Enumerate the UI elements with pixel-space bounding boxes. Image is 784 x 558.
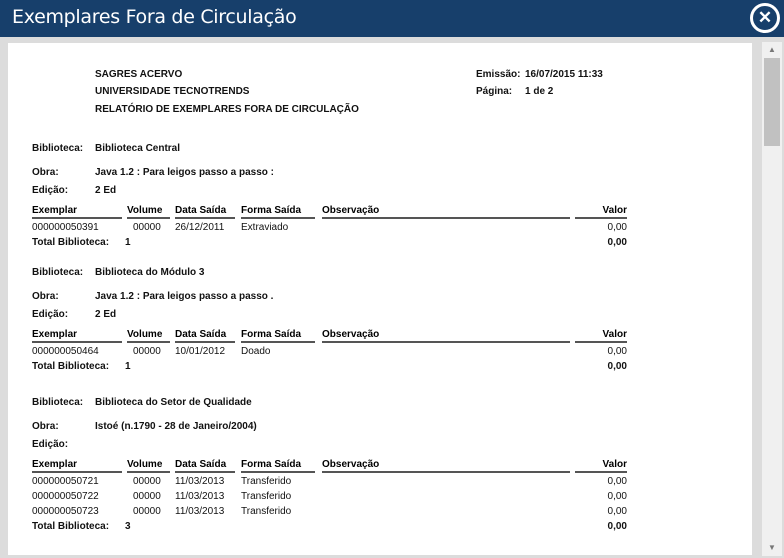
cell: 00000 bbox=[133, 222, 161, 233]
total-label: Total Biblioteca: bbox=[32, 361, 110, 372]
column-header: Volume bbox=[127, 329, 170, 343]
cell: 0,00 bbox=[607, 491, 627, 502]
cell: Extraviado bbox=[241, 222, 289, 233]
cell: 0,00 bbox=[607, 506, 627, 517]
column-header: Valor bbox=[575, 205, 627, 219]
cell: 000000050723 bbox=[32, 506, 99, 517]
total-count: 3 bbox=[125, 521, 131, 532]
cell: 11/03/2013 bbox=[175, 506, 225, 517]
biblioteca-value: Biblioteca do Setor de Qualidade bbox=[95, 397, 252, 408]
obra-label: Obra: bbox=[32, 291, 59, 302]
emissao-label: Emissão: bbox=[476, 69, 521, 80]
window-title: Exemplares Fora de Circulação bbox=[12, 6, 297, 28]
obra-label: Obra: bbox=[32, 167, 59, 178]
library-section bbox=[8, 397, 752, 537]
cell: 00000 bbox=[133, 506, 161, 517]
biblioteca-label: Biblioteca: bbox=[32, 397, 84, 408]
total-count: 1 bbox=[125, 237, 131, 248]
table-row bbox=[8, 491, 752, 505]
column-header: Valor bbox=[575, 329, 627, 343]
obra-label: Obra: bbox=[32, 421, 59, 432]
column-header: Forma Saída bbox=[241, 459, 315, 473]
column-header: Data Saída bbox=[175, 459, 235, 473]
cell: 000000050391 bbox=[32, 222, 99, 233]
cell: 0,00 bbox=[607, 222, 627, 233]
vertical-scrollbar[interactable] bbox=[762, 42, 782, 556]
column-header: Observação bbox=[322, 205, 570, 219]
total-value: 0,00 bbox=[607, 237, 627, 248]
obra-value: Java 1.2 : Para leigos passo a passo : bbox=[95, 167, 274, 178]
column-header: Data Saída bbox=[175, 329, 235, 343]
pagina-value: 1 de 2 bbox=[525, 86, 554, 97]
obra-value: Java 1.2 : Para leigos passo a passo . bbox=[95, 291, 274, 302]
cell: 00000 bbox=[133, 491, 161, 502]
total-label: Total Biblioteca: bbox=[32, 237, 110, 248]
report-page bbox=[8, 43, 752, 555]
column-header: Volume bbox=[127, 459, 170, 473]
edicao-label: Edição: bbox=[32, 185, 69, 196]
column-header: Exemplar bbox=[32, 459, 122, 473]
column-header: Valor bbox=[575, 459, 627, 473]
scroll-down-icon[interactable]: ▼ bbox=[768, 543, 776, 552]
cell: 0,00 bbox=[607, 476, 627, 487]
biblioteca-value: Biblioteca do Módulo 3 bbox=[95, 267, 205, 278]
header-line-2: UNIVERSIDADE TECNOTRENDS bbox=[95, 86, 250, 97]
cell: Transferido bbox=[241, 506, 292, 517]
total-value: 0,00 bbox=[607, 521, 627, 532]
cell: 00000 bbox=[133, 346, 161, 357]
header-line-3: RELATÓRIO DE EXEMPLARES FORA DE CIRCULAÇÃO bbox=[95, 104, 359, 115]
table-row bbox=[8, 476, 752, 490]
scroll-up-icon[interactable]: ▲ bbox=[768, 45, 776, 54]
cell: 0,00 bbox=[607, 346, 627, 357]
cell: 11/03/2013 bbox=[175, 476, 225, 487]
library-section bbox=[8, 267, 752, 407]
column-header: Observação bbox=[322, 329, 570, 343]
edicao-label: Edição: bbox=[32, 439, 69, 450]
biblioteca-label: Biblioteca: bbox=[32, 143, 84, 154]
obra-value: Istoé (n.1790 - 28 de Janeiro/2004) bbox=[95, 421, 257, 432]
cell: Transferido bbox=[241, 491, 292, 502]
cell: 10/01/2012 bbox=[175, 346, 226, 357]
header-line-1: SAGRES ACERVO bbox=[95, 69, 183, 80]
biblioteca-label: Biblioteca: bbox=[32, 267, 84, 278]
cell: 00000 bbox=[133, 476, 161, 487]
column-header: Exemplar bbox=[32, 329, 122, 343]
total-label: Total Biblioteca: bbox=[32, 521, 110, 532]
edicao-label: Edição: bbox=[32, 309, 69, 320]
column-header: Forma Saída bbox=[241, 329, 315, 343]
table-row bbox=[8, 506, 752, 520]
edicao-value: 2 Ed bbox=[95, 185, 117, 196]
cell: 000000050464 bbox=[32, 346, 99, 357]
total-value: 0,00 bbox=[607, 361, 627, 372]
column-header: Volume bbox=[127, 205, 170, 219]
scroll-thumb[interactable] bbox=[764, 58, 780, 146]
library-section bbox=[8, 143, 752, 283]
table-row bbox=[8, 222, 752, 236]
table-row bbox=[8, 346, 752, 360]
cell: 26/12/2011 bbox=[175, 222, 225, 233]
cell: 000000050721 bbox=[32, 476, 99, 487]
cell: 11/03/2013 bbox=[175, 491, 225, 502]
total-count: 1 bbox=[125, 361, 131, 372]
close-icon[interactable]: ✕ bbox=[750, 3, 780, 33]
column-header: Exemplar bbox=[32, 205, 122, 219]
cell: Doado bbox=[241, 346, 271, 357]
emissao-value: 16/07/2015 11:33 bbox=[525, 69, 603, 80]
cell: 000000050722 bbox=[32, 491, 99, 502]
title-bar bbox=[0, 0, 784, 37]
column-header: Observação bbox=[322, 459, 570, 473]
biblioteca-value: Biblioteca Central bbox=[95, 143, 181, 154]
edicao-value: 2 Ed bbox=[95, 309, 117, 320]
cell: Transferido bbox=[241, 476, 292, 487]
column-header: Data Saída bbox=[175, 205, 235, 219]
column-header: Forma Saída bbox=[241, 205, 315, 219]
pagina-label: Página: bbox=[476, 86, 513, 97]
report-viewer bbox=[0, 37, 784, 558]
